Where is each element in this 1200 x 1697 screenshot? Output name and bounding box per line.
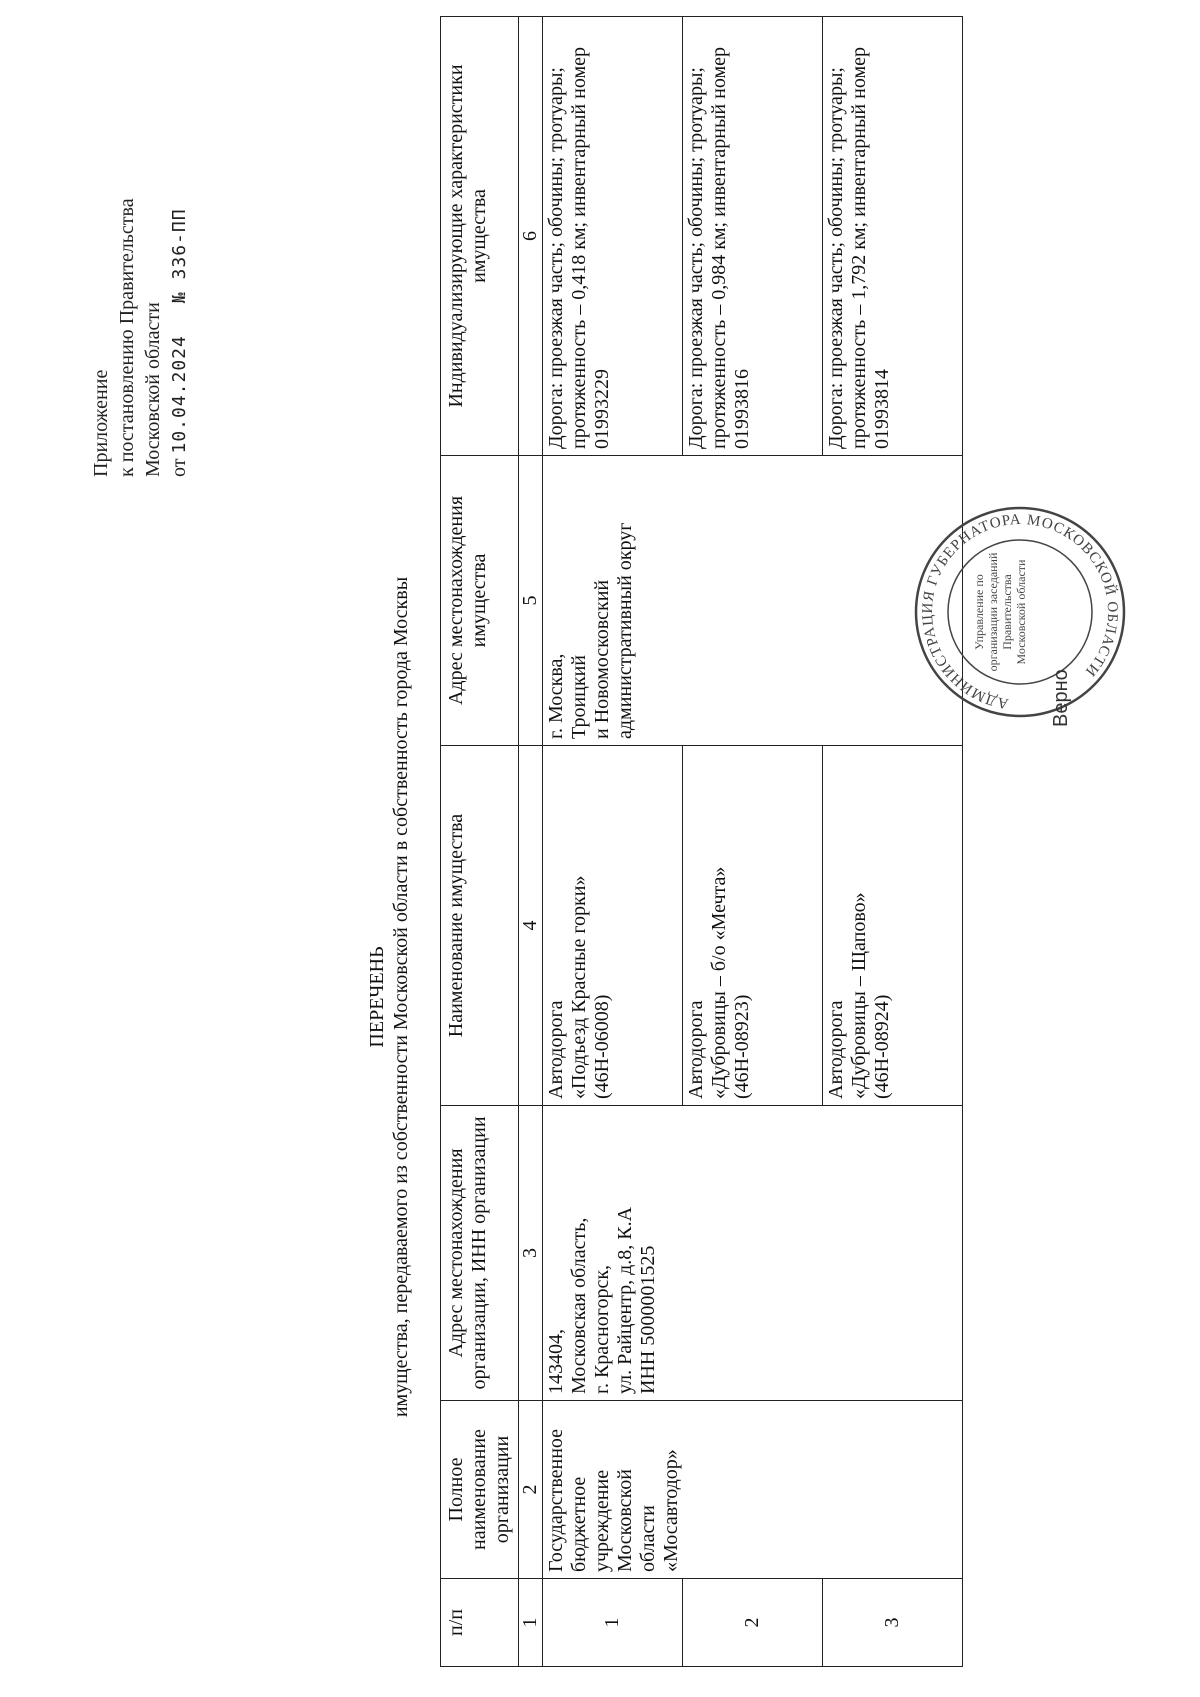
- property-name-cell: Автодорога «Дубровицы – б/о «Мечта» (46Н-08923): [683, 746, 823, 1106]
- official-seal-stamp: [910, 502, 1130, 722]
- resolution-date: 10.04.2024: [169, 335, 190, 454]
- property-name-cell: Автодорога «Подъезд Красные горки» (46Н-06008): [543, 746, 683, 1106]
- appendix-line-3: Московской области: [142, 302, 164, 477]
- header-num: п/п: [441, 1579, 519, 1667]
- row-number: 1: [543, 1579, 683, 1667]
- column-numbers-row: [519, 17, 543, 1667]
- table-row: [543, 17, 683, 1667]
- header-characteristics: Индивидуализирующие характеристики имущества: [441, 17, 519, 456]
- stamp-center-text: Управление по организации заседаний Правительства Московской области: [972, 552, 1028, 672]
- col-number: 4: [519, 746, 543, 1106]
- table-header-row: [441, 17, 519, 1667]
- appendix-line-2: к постановлению Правительства: [116, 198, 138, 477]
- title-heading: ПЕРЕЧЕНЬ: [366, 946, 388, 1048]
- property-address-cell: г. Москва, Троицкий и Новомосковский административный округ: [543, 456, 963, 746]
- resolution-number: № 336-ПП: [169, 208, 190, 304]
- header-org-address: Адрес местонахождения организации, ИНН организации: [441, 1106, 519, 1401]
- row-number: 3: [823, 1579, 963, 1667]
- appendix-date-line: [166, 198, 193, 477]
- org-name-cell: Государственное бюджетное учреждение Московской области «Мосавтодор»: [543, 1401, 963, 1579]
- property-characteristics-cell: Дорога: проезжая часть; обочины; тротуары; протяженность – 0,984 км; инвентарный номер 01993816: [683, 17, 823, 456]
- header-property-name: Наименование имущества: [441, 746, 519, 1106]
- document-title: [365, 497, 413, 1497]
- col-number: 6: [519, 17, 543, 456]
- col-number: 5: [519, 456, 543, 746]
- col-number: 1: [519, 1579, 543, 1667]
- property-name-cell: Автодорога «Дубровицы – Щапово» (46Н-08924): [823, 746, 963, 1106]
- header-property-address: Адрес местонахождения имущества: [441, 456, 519, 746]
- header-org-name: Полное наименование организации: [441, 1401, 519, 1579]
- row-number: 2: [683, 1579, 823, 1667]
- appendix-line-1: Приложение: [90, 369, 112, 477]
- date-prefix: от: [168, 458, 190, 477]
- col-number: 2: [519, 1401, 543, 1579]
- property-characteristics-cell: Дорога: проезжая часть; обочины; тротуары; протяженность – 1,792 км; инвентарный номер 01993814: [823, 17, 963, 456]
- property-characteristics-cell: Дорога: проезжая часть; обочины; тротуары; протяженность – 0,418 км; инвентарный номер 01993229: [543, 17, 683, 456]
- col-number: 3: [519, 1106, 543, 1401]
- property-table: [440, 16, 963, 1667]
- stamp-ring-text: АДМИНИСТРАЦИЯ ГУБЕРНАТОРА МОСКОВСКОЙ ОБЛАСТИ: [919, 511, 1121, 712]
- org-address-cell: 143404, Московская область, г. Красногорск, ул. Райцентр, д.8, К.А ИНН 5000001525: [543, 1106, 963, 1401]
- verification-mark: Верно: [1050, 669, 1072, 727]
- appendix-note: [88, 198, 193, 477]
- title-subtitle: имущества, передаваемого из собственности Московской области в собственность города Москвы: [390, 576, 412, 1418]
